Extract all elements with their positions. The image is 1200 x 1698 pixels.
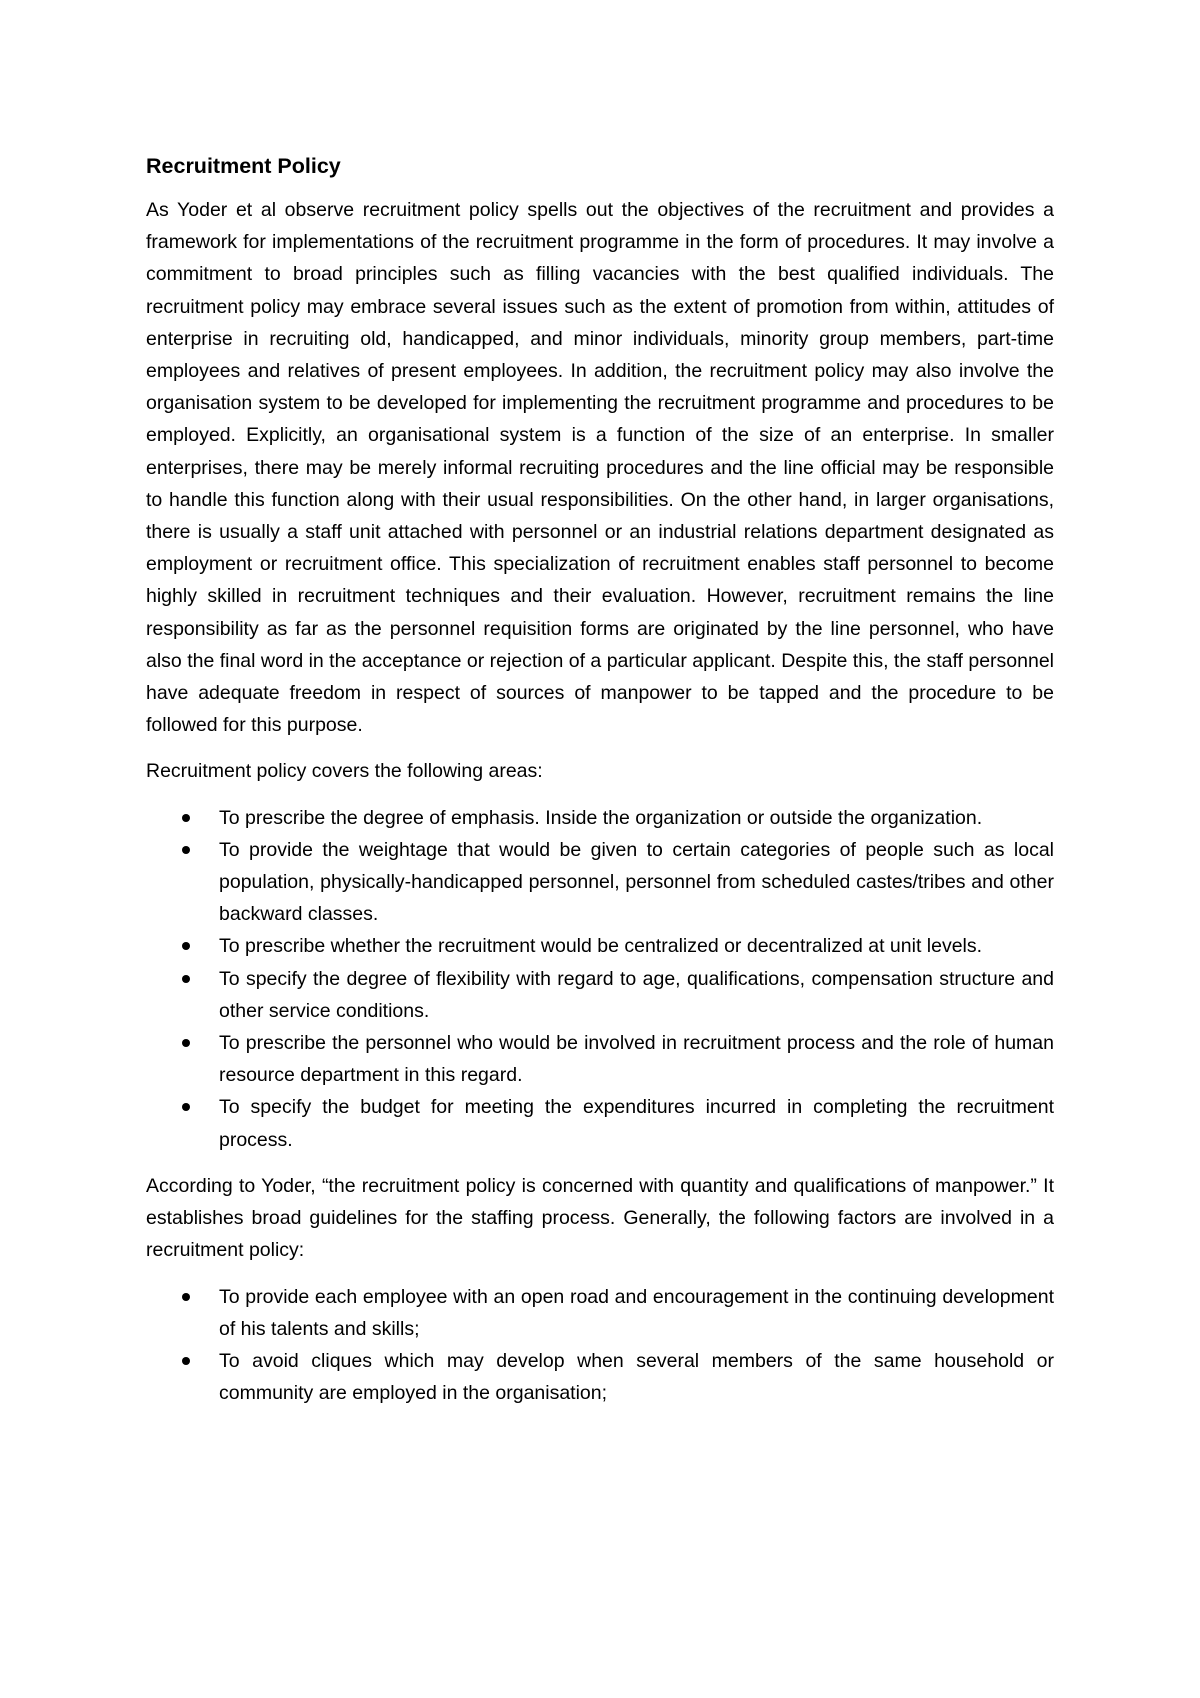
list-item-text: To prescribe the personnel who would be involved in recruitment process and the role of human resource department in this regard.: [219, 1032, 1054, 1087]
bullet-icon: [182, 1039, 190, 1047]
list-item: [146, 834, 1054, 931]
list-item: [146, 1281, 1054, 1345]
areas-list: [146, 802, 1054, 1156]
list-item-text: To avoid cliques which may develop when several members of the same household or community are employed in the organisation;: [219, 1349, 1054, 1405]
list-item: [146, 963, 1054, 1027]
intro-paragraph: As Yoder et al observe recruitment policy spells out the objectives of the recruitment and provides a framework for implementations of the recruitment programme in the form of procedures. It may involve a commitment to broad principles such as filling vacancies with the best qualified individuals. The recruitment policy may embrace several issues such as the extent of promotion from within, attitudes of enterprise in recruiting old, handicapped, and minor individuals, minority group members, part-time employees and relatives of present employees. In addition, the recruitment policy may also involve the organisation system to be developed for implementing the recruitment programme and procedures to be employed. Explicitly, an organisational system is a function of the size of an enterprise. In smaller enterprises, there may be merely informal recruiting procedures and the line official may be responsible to handle this function along with their usual responsibilities. On the other hand, in larger organisations, there is usually a staff unit attached with personnel or an industrial relations department designated as employment or recruitment office. This specialization of recruitment enables staff personnel to become highly skilled in recruitment techniques and their evaluation. However, recruitment remains the line responsibility as far as the personnel requisition forms are originated by the line personnel, who have also the final word in the acceptance or rejection of a particular applicant. Despite this, the staff personnel have adequate freedom in respect of sources of manpower to be tapped and the procedure to be followed for this purpose.: [146, 199, 1054, 737]
list-item: [146, 802, 1054, 834]
document-title: Recruitment Policy: [146, 154, 341, 178]
yoder-quote-paragraph: According to Yoder, “the recruitment policy is concerned with quantity and qualifications of manpower.” It establishes broad guidelines for the staffing process. Generally, the following factors are involved in a recruitment policy:: [146, 1174, 1054, 1262]
areas-lead-paragraph: Recruitment policy covers the following areas:: [146, 760, 543, 783]
factors-list: [146, 1281, 1054, 1410]
list-item-text: To specify the degree of flexibility with regard to age, qualifications, compensation structure and other service conditions.: [219, 967, 1054, 1022]
list-item-text: To provide the weightage that would be given to certain categories of people such as local population, physically-handicapped personnel, personnel from scheduled castes/tribes and other backward classes.: [219, 838, 1054, 926]
bullet-icon: [182, 975, 190, 983]
bullet-icon: [182, 942, 190, 950]
bullet-icon: [182, 1103, 190, 1111]
document-body: [146, 150, 1054, 1423]
list-item: [146, 1345, 1054, 1409]
list-item: [146, 1091, 1054, 1155]
list-item-text: To prescribe the degree of emphasis. Inside the organization or outside the organization.: [219, 806, 983, 829]
bullet-icon: [182, 814, 190, 822]
list-item-text: To specify the budget for meeting the expenditures incurred in completing the recruitment process.: [219, 1096, 1054, 1151]
list-item-text: To provide each employee with an open road and encouragement in the continuing development of his talents and skills;: [219, 1285, 1054, 1340]
list-item-text: To prescribe whether the recruitment would be centralized or decentralized at unit levels.: [219, 935, 983, 958]
bullet-icon: [182, 846, 190, 854]
bullet-icon: [182, 1293, 190, 1301]
bullet-icon: [182, 1357, 190, 1365]
list-item: [146, 930, 1054, 962]
list-item: [146, 1027, 1054, 1091]
